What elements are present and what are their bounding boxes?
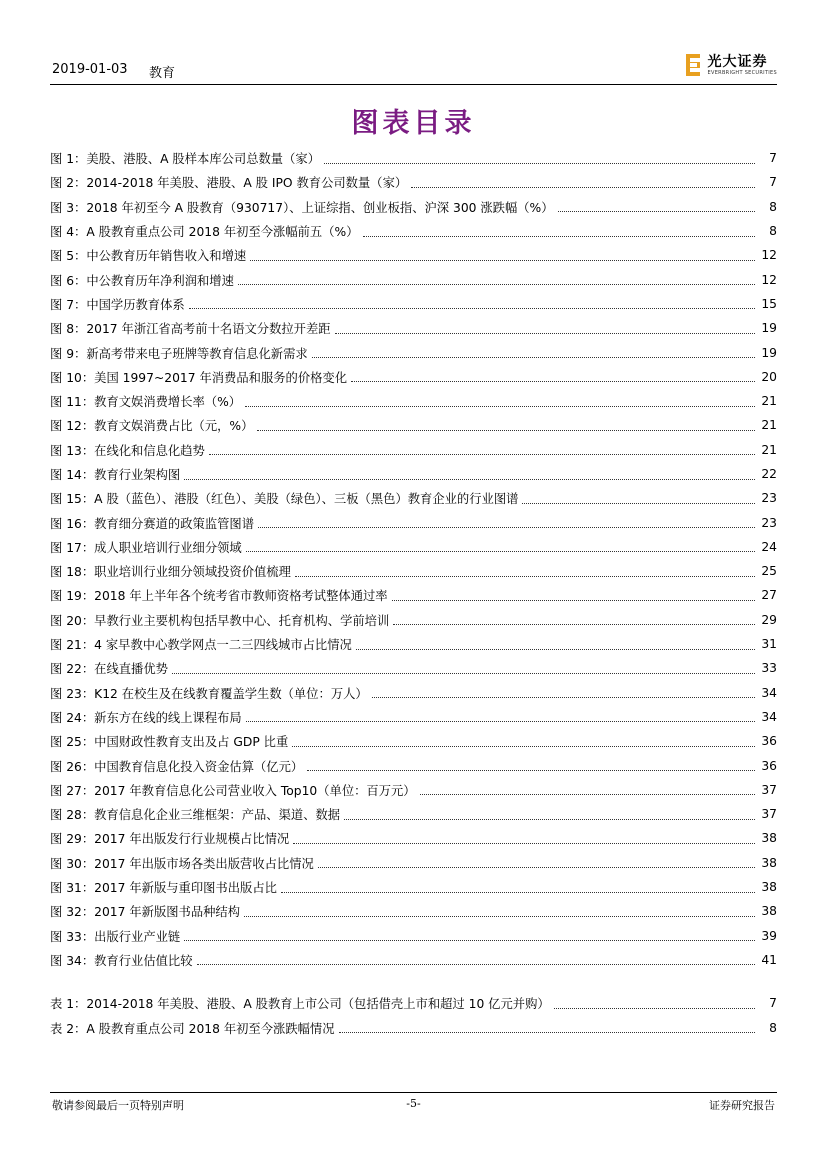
dot-leader [420, 782, 755, 795]
dot-leader [411, 175, 755, 188]
toc-entry-page: 7 [769, 151, 777, 166]
toc-entry-page: 12 [761, 272, 777, 287]
toc-entry-page: 7 [769, 175, 777, 190]
toc-entry-page: 36 [761, 734, 777, 749]
dot-leader [307, 758, 755, 771]
header-sector: 教育 [149, 66, 176, 81]
toc-entry-page: 27 [761, 588, 777, 603]
toc-entry-label: 图 23：K12 在校生及在线教育覆盖学生数（单位：万人） [50, 686, 368, 701]
toc-entry-label: 图 24：新东方在线的线上课程布局 [50, 710, 242, 725]
toc-figure-entry[interactable] [50, 583, 777, 607]
toc-entry-page: 24 [761, 539, 777, 554]
toc-entry-page: 31 [761, 637, 777, 652]
toc-entry-label: 表 1：2014-2018 年美股、港股、A 股教育上市公司（包括借壳上市和超过 10 亿元并购） [50, 997, 550, 1012]
toc-entry-page: 34 [761, 685, 777, 700]
toc-figure-entry[interactable] [50, 608, 777, 632]
footer-disclaimer: 敬请参阅最后一页特别声明 [52, 1099, 184, 1112]
toc-entry-page: 29 [761, 612, 777, 627]
page-header [50, 53, 777, 82]
dot-leader [245, 394, 755, 407]
toc-entry-label: 图 31：2017 年新版与重印图书出版占比 [50, 881, 277, 896]
toc-entry-page: 22 [761, 467, 777, 481]
toc-figure-entry[interactable] [50, 267, 777, 291]
toc-entry-page: 38 [761, 855, 777, 870]
toc-figure-entry[interactable] [50, 802, 777, 826]
toc-entry-label: 图 27：2017 年教育信息化公司营业收入 Top10（单位：百万元） [50, 783, 416, 798]
toc-figure-entry[interactable] [50, 826, 777, 850]
figure-table-of-contents [50, 146, 777, 1040]
toc-entry-label: 图 4：A 股教育重点公司 2018 年初至今涨幅前五（%） [50, 225, 359, 240]
toc-figure-entry[interactable] [50, 535, 777, 559]
dot-leader [344, 807, 755, 820]
toc-entry-label: 图 25：中国财政性教育支出及占 GDP 比重 [50, 735, 289, 750]
toc-entry-page: 38 [761, 831, 777, 846]
dot-leader [172, 661, 755, 674]
toc-entry-label: 图 34：教育行业估值比较 [50, 953, 193, 968]
toc-entry-page: 20 [761, 369, 777, 384]
toc-entry-label: 图 16：教育细分赛道的政策监管图谱 [50, 516, 255, 531]
toc-entry-label: 图 29：2017 年出版发行行业规模占比情况 [50, 832, 290, 847]
toc-figure-entry[interactable] [50, 292, 777, 316]
toc-figure-entry[interactable] [50, 486, 777, 510]
toc-figure-entry[interactable] [50, 632, 777, 656]
toc-entry-label: 表 2：A 股教育重点公司 2018 年初至今涨跌幅情况 [50, 1021, 335, 1036]
dot-leader [392, 588, 755, 601]
toc-entry-label: 图 9：新高考带来电子班牌等教育信息化新需求 [50, 346, 308, 361]
dot-leader [238, 272, 755, 285]
dot-leader [197, 952, 755, 965]
page-number: -5- [406, 1097, 421, 1110]
toc-entry-page: 39 [761, 928, 777, 943]
toc-entry-label: 图 19：2018 年上半年各个统考省市教师资格考试整体通过率 [50, 589, 388, 604]
toc-entry-page: 23 [761, 515, 777, 530]
toc-figure-entry[interactable] [50, 753, 777, 777]
dot-leader [189, 296, 755, 309]
dot-leader [312, 345, 755, 358]
dot-leader [250, 248, 755, 261]
toc-figure-entry[interactable] [50, 170, 777, 194]
logo-name-cn: 光大证券 [707, 53, 768, 70]
toc-figure-entry[interactable] [50, 778, 777, 802]
dot-leader [318, 855, 755, 868]
toc-entry-label: 图 10：美国 1997~2017 年消费品和服务的价格变化 [50, 370, 348, 385]
toc-entry-page: 19 [761, 345, 777, 360]
page-title: 图表目录 [351, 108, 476, 139]
dot-leader [209, 442, 755, 455]
toc-entry-label: 图 15：A 股（蓝色）、港股（红色）、美股（绿色）、三板（黑色）教育企业的行业图谱 [50, 492, 519, 507]
toc-entry-label: 图 18：职业培训行业细分领域投资价值梳理 [50, 565, 291, 580]
toc-figure-entry[interactable] [50, 413, 777, 437]
dot-leader [281, 880, 755, 893]
toc-table-entry[interactable] [50, 1015, 777, 1039]
toc-entry-label: 图 6：中公教育历年净利润和增速 [50, 273, 234, 288]
toc-entry-label: 图 26：中国教育信息化投入资金估算（亿元） [50, 759, 304, 774]
dot-leader [351, 369, 755, 382]
toc-entry-page: 41 [761, 952, 777, 967]
footer-report-type: 证券研究报告 [709, 1099, 775, 1112]
toc-figure-entry[interactable] [50, 146, 777, 170]
dot-leader [339, 1020, 755, 1033]
dot-leader [554, 996, 755, 1009]
header-date: 2019-01-03 [52, 62, 128, 77]
dot-leader [246, 539, 755, 552]
toc-entry-label: 图 13：在线化和信息化趋势 [50, 443, 205, 458]
toc-entry-page: 33 [761, 661, 777, 676]
logo-mark-icon [684, 53, 704, 77]
toc-figure-entry[interactable] [50, 389, 777, 413]
toc-figure-entry[interactable] [50, 948, 777, 972]
toc-entry-label: 图 17：成人职业培训行业细分领域 [50, 540, 242, 555]
dot-leader [184, 928, 755, 941]
toc-figure-entry[interactable] [50, 462, 777, 486]
toc-entry-page: 21 [761, 418, 777, 433]
toc-entry-label: 图 5：中公教育历年销售收入和增速 [50, 249, 247, 264]
toc-figure-entry[interactable] [50, 340, 777, 364]
header-divider [50, 84, 777, 85]
dot-leader [522, 491, 755, 504]
toc-figure-entry[interactable] [50, 875, 777, 899]
toc-table-entry[interactable] [50, 991, 777, 1015]
toc-entry-label: 图 22：在线直播优势 [50, 662, 168, 677]
dot-leader [295, 564, 755, 577]
toc-entry-label: 图 28：教育信息化企业三维框架：产品、渠道、数据 [50, 808, 341, 823]
toc-entry-label: 图 21：4 家早教中心教学网点一二三四线城市占比情况 [50, 638, 352, 653]
toc-entry-page: 23 [761, 491, 777, 506]
toc-entry-page: 19 [761, 321, 777, 336]
toc-entry-label: 图 3：2018 年初至今 A 股教育（930717）、上证综指、创业板指、沪深 300 涨跌幅（%） [50, 200, 554, 215]
toc-figure-entry[interactable] [50, 559, 777, 583]
dot-leader [393, 612, 755, 625]
toc-figure-entry[interactable] [50, 365, 777, 389]
page-footer [50, 1097, 777, 1115]
dot-leader [244, 904, 755, 917]
toc-entry-label: 图 14：教育行业架构图 [50, 468, 181, 482]
toc-entry-page: 7 [769, 996, 777, 1011]
dot-leader [356, 637, 755, 650]
dot-leader [292, 734, 755, 747]
dot-leader [293, 831, 755, 844]
toc-entry-label: 图 32：2017 年新版图书品种结构 [50, 905, 241, 920]
dot-leader [246, 709, 755, 722]
toc-entry-label: 图 33：出版行业产业链 [50, 929, 181, 944]
toc-figure-entry[interactable] [50, 681, 777, 705]
toc-figure-entry[interactable] [50, 195, 777, 219]
toc-figure-entry[interactable] [50, 851, 777, 875]
toc-entry-label: 图 12：教育文娱消费占比（元，%） [50, 419, 254, 434]
dot-leader [324, 151, 755, 164]
toc-figure-entry[interactable] [50, 656, 777, 680]
toc-figure-entry[interactable] [50, 219, 777, 243]
dot-leader [257, 418, 755, 431]
toc-entry-page: 36 [761, 758, 777, 773]
toc-entry-label: 图 1：美股、港股、A 股样本库公司总数量（家） [50, 152, 320, 167]
toc-entry-page: 8 [769, 199, 777, 214]
toc-figure-entry[interactable] [50, 924, 777, 948]
company-logo [684, 50, 777, 80]
toc-figure-entry[interactable] [50, 729, 777, 753]
dot-leader [372, 685, 755, 698]
toc-entry-page: 12 [761, 248, 777, 263]
toc-entry-page: 8 [769, 1020, 777, 1035]
toc-figure-entry[interactable] [50, 510, 777, 534]
toc-entry-page: 38 [761, 904, 777, 919]
footer-divider [50, 1092, 777, 1093]
toc-entry-page: 25 [761, 564, 777, 579]
toc-entry-page: 37 [761, 782, 777, 797]
toc-entry-page: 38 [761, 880, 777, 895]
logo-name-en: EVERBRIGHT SECURITIES [707, 69, 777, 76]
toc-entry-label: 图 8：2017 年浙江省高考前十名语文分数拉开差距 [50, 322, 331, 337]
toc-entry-page: 21 [761, 394, 777, 409]
toc-entry-label: 图 11：教育文娱消费增长率（%） [50, 395, 242, 410]
dot-leader [558, 199, 755, 212]
toc-figure-entry[interactable] [50, 316, 777, 340]
toc-figure-entry[interactable] [50, 899, 777, 923]
toc-entry-page: 15 [761, 296, 777, 311]
toc-entry-page: 34 [761, 709, 777, 724]
dot-leader [335, 321, 755, 334]
dot-leader [258, 515, 755, 528]
toc-entry-page: 37 [761, 807, 777, 822]
toc-figure-entry[interactable] [50, 705, 777, 729]
toc-entry-label: 图 20：早教行业主要机构包括早教中心、托育机构、学前培训 [50, 613, 390, 628]
toc-figure-entry[interactable] [50, 243, 777, 267]
toc-entry-label: 图 30：2017 年出版市场各类出版营收占比情况 [50, 856, 314, 871]
toc-entry-page: 8 [769, 224, 777, 239]
dot-leader [363, 224, 756, 237]
toc-figure-entry[interactable] [50, 438, 777, 462]
toc-entry-page: 21 [761, 442, 777, 457]
toc-entry-label: 图 7：中国学历教育体系 [50, 297, 185, 312]
dot-leader [184, 467, 755, 480]
toc-section-gap [50, 972, 777, 991]
toc-entry-label: 图 2：2014-2018 年美股、港股、A 股 IPO 教育公司数量（家） [50, 176, 408, 191]
